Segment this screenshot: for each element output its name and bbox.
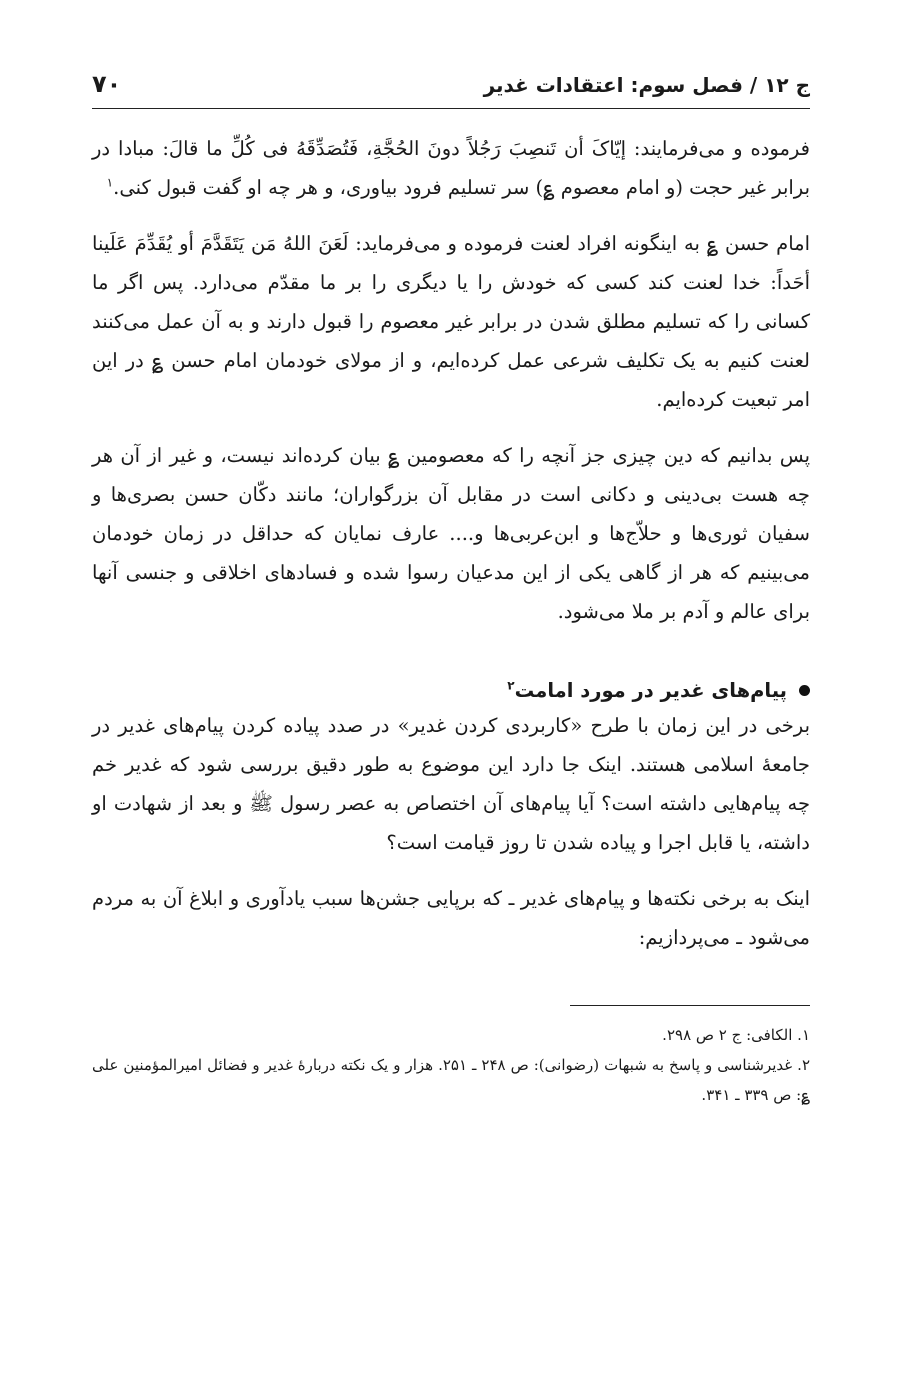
section-heading xyxy=(92,679,810,702)
footnote-divider xyxy=(570,1005,810,1006)
section-paragraph-2: اینک به برخی نکته‌ها و پیام‌های غدیر ـ که برپایی جشن‌ها سبب یادآوری و ابلاغ آن به مردم می‌شود ـ می‌پردازیم: xyxy=(92,887,810,949)
footnote-ref-2: ۲ xyxy=(507,678,515,693)
footnote-ref-1: ۱ xyxy=(106,175,114,190)
paragraph-1: فرموده و می‌فرمایند: إیّاکَ أن تَنصِبَ رَجُلاً دونَ الحُجَّةِ، فَتُصَدِّقَهُ فی کُلِّ ما قالَ: مبادا در برابر غیر حجت (و امام معصوم ؏) سر تسلیم فرود بیاوری، و هر چه او گفت قبول کنی.$^۱$ xyxy=(92,137,810,199)
book-page xyxy=(92,70,810,1110)
section-paragraph-1: برخی در این زمان با طرح «کاربردی کردن غدیر» در صدد پیاده کردن پیام‌های غدیر در جامعهٔ اسلامی هستند. اینک جا دارد این موضوع به طور دقیق بررسی شود که غدیر خم چه پیام‌هایی داشته است؟ آیا پیام‌های آن اختصاص به عصر رسول ﷺ و بعد از شهادت او داشته، یا قابل اجرا و پیاده شدن تا روز قیامت است؟ xyxy=(92,714,810,854)
running-title: ج ۱۲ / فصل سوم: اعتقادات غدیر xyxy=(483,73,810,97)
footnote-2: ۲. غدیرشناسی و پاسخ به شبهات (رضوانی): ص ۲۴۸ ـ ۲۵۱. هزار و یک نکته دربارهٔ غدیر و فضائل امیرالمؤمنین علی ؏: ص ۳۳۹ ـ ۳۴۱. xyxy=(92,1056,810,1104)
body-text xyxy=(92,129,810,957)
paragraph-3: پس بدانیم که دین چیزی جز آنچه را که معصومین ؏ بیان کرده‌اند نیست، و غیر از آن هر چه هست بی‌دینی و دکانی است در مقابل آن بزرگواران؛ مانند دکّان حسن بصری‌ها و سفیان ثوری‌ها و حلاّج‌ها و ابن‌عربی‌ها و.... عارف نمایان که حداقل در زمان خودمان می‌بینیم که هر از گاهی یکی از این مدعیان رسوا شده و فسادهای اخلاقی و جنسی آنها برای عالم و آدم بر ملا می‌شود. xyxy=(92,444,810,623)
page-number: ۷۰ xyxy=(92,70,122,98)
bullet-icon xyxy=(799,685,810,696)
paragraph-2: امام حسن ؏ به اینگونه افراد لعنت فرموده و می‌فرماید: لَعَنَ اللهُ مَن یَتَقَدَّمَ أو یُقَدِّمَ عَلَینا أحَداً: خدا لعنت کند کسی که خودش را یا دیگری را بر ما مقدّم می‌دارد. پس اگر ما کسانی را که تسلیم مطلق شدن در برابر غیر معصوم را قبول دارند و به آن عمل می‌کنند لعنت کنیم به یک تکلیف شرعی عمل کرده‌ایم، و از مولای خودمان امام حسن ؏ در این امر تبعیت کرده‌ایم. xyxy=(92,232,810,411)
running-header xyxy=(92,70,810,109)
footnote-1: ۱. الکافی: ج ۲ ص ۲۹۸. xyxy=(662,1026,810,1044)
section-heading-text: پیام‌های غدیر در مورد امامت xyxy=(514,679,787,702)
